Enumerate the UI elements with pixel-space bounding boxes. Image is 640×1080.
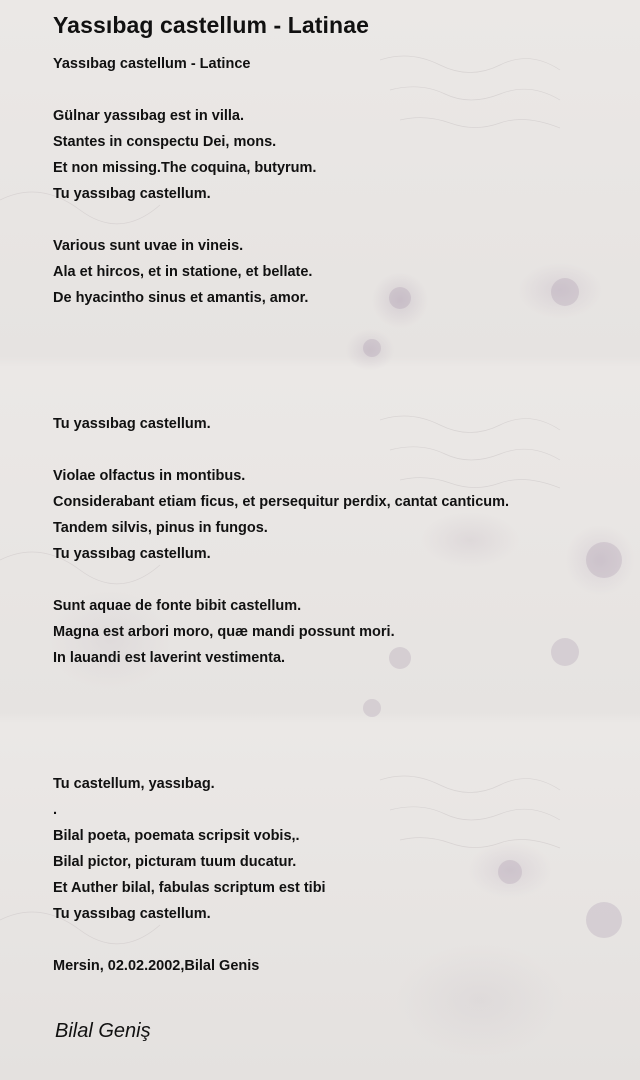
poem-line: Tu castellum, yassıbag. xyxy=(53,776,215,792)
poem-line: Magna est arbori moro, quæ mandi possunt mori. xyxy=(53,624,395,640)
poem-subtitle: Yassıbag castellum - Latince xyxy=(53,56,251,72)
poem-line: Various sunt uvae in vineis. xyxy=(53,238,244,254)
poem-line: Stantes in conspectu Dei, mons. xyxy=(53,134,277,150)
poem-line: Et non missing.The coquina, butyrum. xyxy=(53,160,317,176)
poem-line: Considerabant etiam ficus, et persequitur perdix, cantat canticum. xyxy=(53,494,510,510)
poem-line: Bilal pictor, picturam tuum ducatur. xyxy=(53,854,297,870)
poem-line: Tu yassıbag castellum. xyxy=(53,906,211,922)
poem-line: Violae olfactus in montibus. xyxy=(53,468,246,484)
poem-line: Ala et hircos, et in statione, et bellate. xyxy=(53,264,313,280)
poem-author[interactable]: Bilal Geniş xyxy=(55,1020,151,1042)
poem-line: In lauandi est laverint vestimenta. xyxy=(53,650,286,666)
poem-line: Sunt aquae de fonte bibit castellum. xyxy=(53,598,302,614)
poem-title: Yassıbag castellum - Latinae xyxy=(53,12,369,38)
poem-line: . xyxy=(53,802,58,818)
poem-line: Tu yassıbag castellum. xyxy=(53,416,211,432)
poem-line: Et Auther bilal, fabulas scriptum est tibi xyxy=(53,880,326,896)
poem-date-signature: Mersin, 02.02.2002,Bilal Genis xyxy=(53,958,260,974)
poem-line: Tu yassıbag castellum. xyxy=(53,186,211,202)
poem-line: De hyacintho sinus et amantis, amor. xyxy=(53,290,309,306)
poem-line: Tandem silvis, pinus in fungos. xyxy=(53,520,268,536)
poem-line: Gülnar yassıbag est in villa. xyxy=(53,108,244,124)
poem-line: Bilal poeta, poemata scripsit vobis,. xyxy=(53,828,300,844)
poem-line: Tu yassıbag castellum. xyxy=(53,546,211,562)
